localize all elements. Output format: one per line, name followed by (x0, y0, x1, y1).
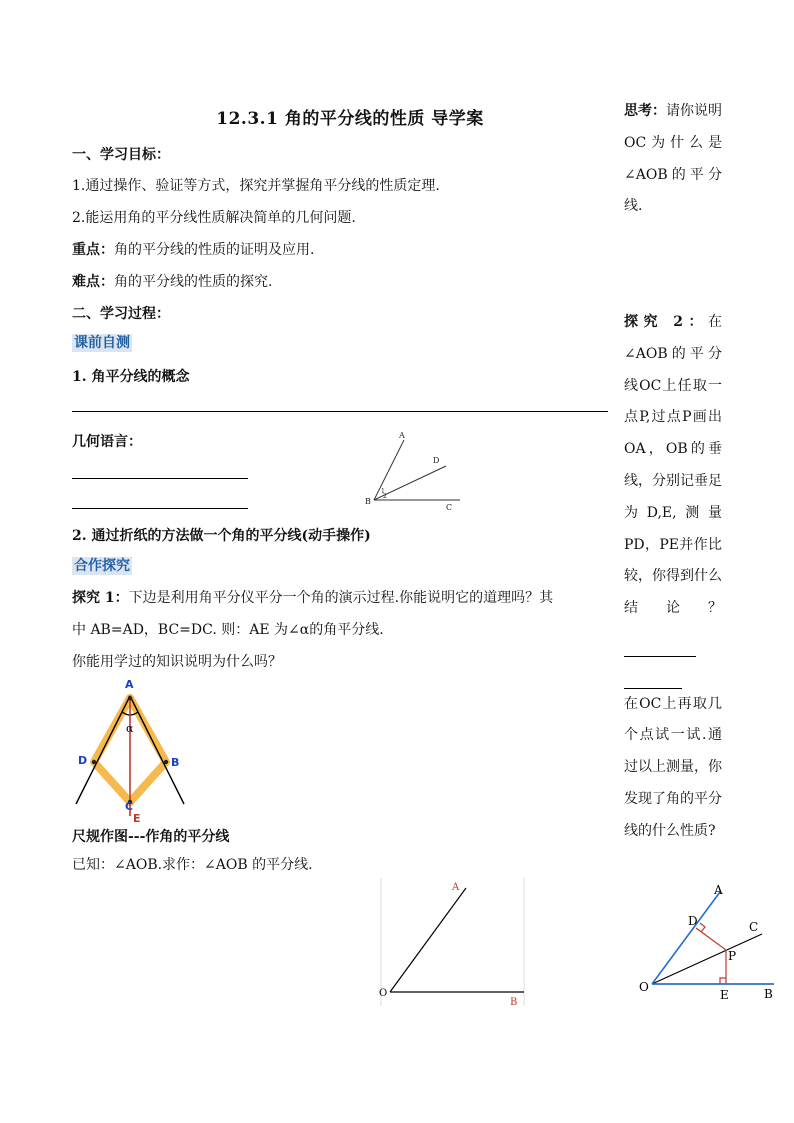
label-angle-1: 1 (381, 488, 385, 495)
label-c: C (749, 920, 759, 934)
angle-figure (362, 426, 466, 514)
label-d: D (433, 456, 440, 465)
label-a: A (452, 882, 460, 893)
label-o: O (379, 988, 388, 999)
construction-figure (372, 874, 530, 1008)
answer-line-2[interactable] (72, 478, 248, 479)
think-text: 请你说明OC为什么是∠AOB的平分线. (624, 103, 722, 215)
label-c: C (446, 503, 453, 512)
difficult-point (72, 272, 272, 292)
explore-2-label: 探究 2： (624, 314, 708, 330)
label-angle-2: 2 (383, 493, 387, 500)
label-e: E (720, 988, 729, 1002)
right-angle-e (720, 978, 726, 984)
label-c: C (125, 800, 134, 813)
construction-text: 已知：∠AOB.求作：∠AOB 的平分线. (72, 857, 313, 873)
ray-ba (374, 440, 404, 500)
page-title: 12.3.1 角的平分线的性质 导学案 (216, 109, 484, 129)
label-b: B (510, 997, 518, 1008)
label-e: E (133, 812, 141, 824)
label-b: B (171, 756, 180, 769)
explore-2-more: 在OC上再取几个点试一试.通过以上测量，你发现了角的平分线的什么性质? (624, 695, 722, 839)
cooperative-tag (72, 556, 132, 576)
difficult-label: 难点： (72, 274, 114, 290)
explore-1-text: 下边是利用角平分仪平分一个角的演示过程.你能说明它的道理吗？其 (128, 590, 554, 606)
think-block (624, 96, 722, 223)
key-label: 重点： (72, 242, 114, 258)
explore-1-label: 探究 1： (72, 590, 129, 606)
answer-blank-2[interactable] (624, 670, 682, 689)
key-point (72, 240, 314, 260)
answer-line-3[interactable] (72, 508, 248, 509)
objective-2: 2.能运用角的平分线性质解决简单的几何问题. (72, 210, 356, 226)
arm-dc (94, 762, 130, 802)
key-text: 角的平分线的性质的证明及应用. (114, 242, 315, 258)
right-angle-d (700, 923, 705, 932)
label-a: A (399, 431, 405, 440)
question-2: 2. 通过折纸的方法做一个角的平分线(动手操作) (72, 528, 371, 544)
explore-1-text-2: 中 AB=AD，BC=DC. 则：AE 为∠α的角平分线. (72, 622, 384, 638)
explore-1 (72, 588, 553, 608)
objective-1: 1.通过操作、验证等方式，探究并掌握角平分线的性质定理. (72, 178, 440, 194)
pre-test-tag (72, 333, 132, 353)
difficult-text: 角的平分线的性质的探究. (114, 274, 273, 290)
arm-bc (130, 762, 166, 802)
label-p: P (728, 949, 737, 963)
label-b: B (764, 987, 773, 1001)
explore-2-block (624, 307, 722, 848)
bisector-property-figure (634, 878, 782, 1006)
ray-oc (652, 934, 762, 984)
perpendicular-pd (696, 928, 726, 950)
label-alpha: α (126, 722, 134, 735)
section-process-heading: 二、学习过程： (72, 306, 170, 322)
geometry-language-label: 几何语言： (72, 434, 142, 450)
ray-oa (390, 888, 466, 992)
label-a: A (125, 678, 134, 691)
label-a: A (714, 883, 723, 897)
label-d: D (78, 754, 88, 767)
cooperative-label: 合作探究 (74, 558, 130, 574)
construction-title: 尺规作图---作角的平分线 (72, 829, 230, 845)
label-d: D (688, 914, 698, 928)
explore-2-text: 在∠AOB的平分线OC上任取一点P,过点P画出OA，OB的垂线，分别记垂足为D,E,测量PD，PE并作比较，你得到什么结论？ (624, 314, 722, 617)
label-b: B (365, 497, 371, 506)
answer-line-1[interactable] (72, 411, 608, 412)
question-1: 1. 角平分线的概念 (72, 369, 190, 385)
explore-1-question: 你能用学过的知识说明为什么吗？ (72, 654, 282, 670)
answer-blank[interactable] (624, 638, 696, 657)
section-objectives-heading: 一、学习目标： (72, 147, 170, 163)
label-o: O (639, 980, 649, 994)
pre-test-label: 课前自测 (74, 335, 130, 351)
think-label: 思考： (624, 103, 666, 119)
angle-divider-figure (72, 676, 192, 824)
